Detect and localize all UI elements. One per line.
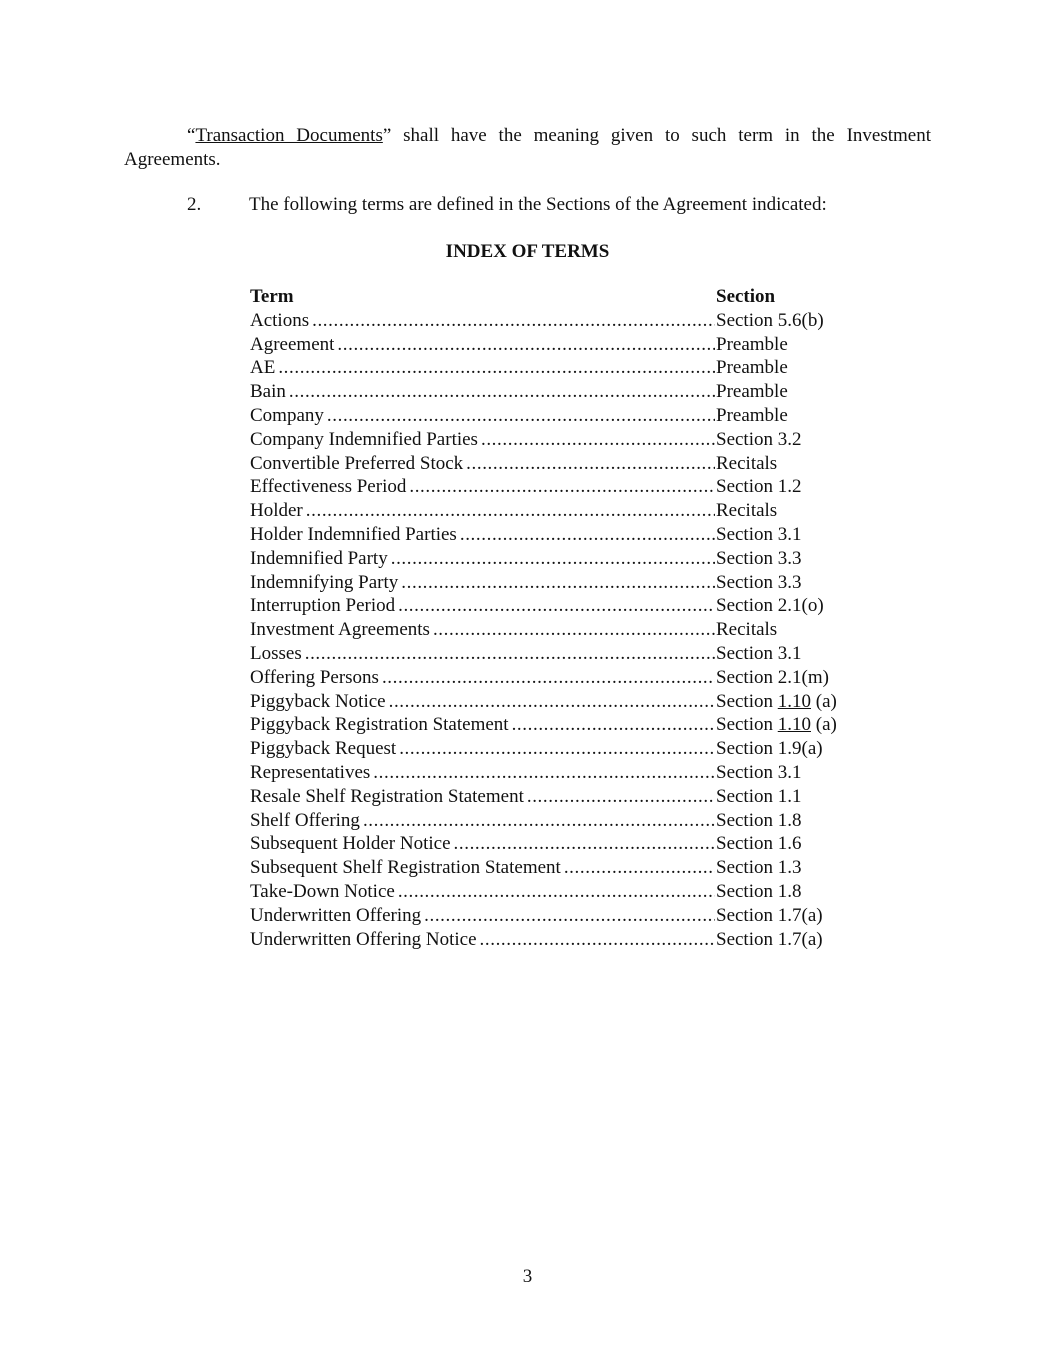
index-row xyxy=(250,785,870,809)
dot-leader xyxy=(305,642,715,666)
index-row xyxy=(250,737,870,761)
term-cell xyxy=(250,761,715,785)
dot-leader xyxy=(398,594,715,618)
section-cell: Section 1.6 xyxy=(716,833,802,855)
term-cell xyxy=(250,333,715,357)
dot-leader xyxy=(454,832,715,856)
dot-leader xyxy=(433,618,715,642)
term-text: Underwritten Offering xyxy=(250,904,424,928)
dot-leader xyxy=(337,333,715,357)
term-text: Effectiveness Period xyxy=(250,475,409,499)
section-cell: Section 1.8 xyxy=(716,809,802,831)
term-cell xyxy=(250,690,715,714)
term-text: Interruption Period xyxy=(250,594,398,618)
index-row xyxy=(250,690,870,714)
section-cell: Section 1.9(a) xyxy=(716,738,823,760)
section-cell: Section 5.6(b) xyxy=(716,309,824,331)
section-cell: Section 3.1 xyxy=(716,642,802,664)
term-text: Piggyback Registration Statement xyxy=(250,713,512,737)
section-cell: Section 3.1 xyxy=(716,523,802,545)
term-cell xyxy=(250,737,715,761)
dot-leader xyxy=(389,690,715,714)
term-cell xyxy=(250,809,715,833)
section-cell: Section 1.3 xyxy=(716,857,802,879)
section-cell: Preamble xyxy=(716,333,788,355)
section-prefix: Section xyxy=(716,714,778,736)
term-text: Piggyback Request xyxy=(250,737,399,761)
term-text: Company xyxy=(250,404,327,428)
index-row xyxy=(250,547,870,571)
term-cell xyxy=(250,452,715,476)
term-text: Holder xyxy=(250,499,306,523)
section-cell: Recitals xyxy=(716,500,778,522)
section-cell: Section 1.2 xyxy=(716,476,802,498)
index-title: INDEX OF TERMS xyxy=(445,241,610,262)
term-cell xyxy=(250,642,715,666)
term-cell xyxy=(250,380,715,404)
paragraph-text: The following terms are defined in the Sections of the Agreement indicated: xyxy=(249,194,827,215)
section-cell: Preamble xyxy=(716,404,788,426)
index-row xyxy=(250,404,870,428)
index-row xyxy=(250,832,870,856)
term-cell xyxy=(250,404,715,428)
dot-leader xyxy=(278,356,715,380)
term-cell xyxy=(250,523,715,547)
section-cell: Section 2.1(m) xyxy=(716,666,829,688)
section-cell: Section 1.8 xyxy=(716,880,802,902)
term-cell xyxy=(250,666,715,690)
term-cell xyxy=(250,356,715,380)
term-cell xyxy=(250,832,715,856)
section-cell: Section 2.1(o) xyxy=(716,595,824,617)
section-cell: Preamble xyxy=(716,381,788,403)
index-of-terms-table xyxy=(250,285,870,951)
term-text: Piggyback Notice xyxy=(250,690,389,714)
section-cell: Section 1.1 xyxy=(716,785,802,807)
term-cell xyxy=(250,547,715,571)
index-row xyxy=(250,523,870,547)
term-cell xyxy=(250,880,715,904)
index-row xyxy=(250,904,870,928)
section-cell: Recitals xyxy=(716,619,778,641)
page-number: 3 xyxy=(522,1266,533,1287)
term-cell xyxy=(250,499,715,523)
section-cell: Section 3.2 xyxy=(716,428,802,450)
transaction-documents-definition xyxy=(124,124,931,172)
index-row xyxy=(250,928,870,952)
term-cell xyxy=(250,785,715,809)
term-cell xyxy=(250,428,715,452)
term-text: Agreement xyxy=(250,333,337,357)
index-row xyxy=(250,333,870,357)
term-cell xyxy=(250,475,715,499)
dot-leader xyxy=(527,785,715,809)
index-row xyxy=(250,499,870,523)
term-text: Resale Shelf Registration Statement xyxy=(250,785,527,809)
section-column-header: Section xyxy=(716,286,776,307)
term-cell xyxy=(250,928,715,952)
index-row xyxy=(250,475,870,499)
section-cell: Preamble xyxy=(716,357,788,379)
section-cell xyxy=(715,713,837,737)
dot-leader xyxy=(382,666,715,690)
term-column-header: Term xyxy=(250,286,294,307)
section-cell: Section 3.3 xyxy=(716,571,802,593)
term-text: Indemnified Party xyxy=(250,547,391,571)
index-header-row xyxy=(250,285,870,309)
index-row xyxy=(250,380,870,404)
dot-leader xyxy=(401,571,715,595)
index-row xyxy=(250,309,870,333)
term-text: Take-Down Notice xyxy=(250,880,398,904)
index-row xyxy=(250,356,870,380)
dot-leader xyxy=(480,928,715,952)
section-cell: Section 1.7(a) xyxy=(716,928,823,950)
index-row xyxy=(250,856,870,880)
section-cell xyxy=(715,690,837,714)
term-cell xyxy=(250,904,715,928)
index-row xyxy=(250,642,870,666)
dot-leader xyxy=(409,475,715,499)
dot-leader xyxy=(424,904,715,928)
term-cell xyxy=(250,571,715,595)
dot-leader xyxy=(306,499,715,523)
paragraph-number: 2. xyxy=(187,194,202,215)
term-text: Investment Agreements xyxy=(250,618,433,642)
term-cell xyxy=(250,309,715,333)
term-text: Subsequent Shelf Registration Statement xyxy=(250,856,564,880)
section-cell: Recitals xyxy=(716,452,778,474)
dot-leader xyxy=(398,880,715,904)
dot-leader xyxy=(564,856,715,880)
index-row xyxy=(250,452,870,476)
index-row xyxy=(250,618,870,642)
term-text: Shelf Offering xyxy=(250,809,363,833)
open-quote: “ xyxy=(187,125,196,146)
section-number-underlined: 1.10 xyxy=(777,714,811,736)
index-row xyxy=(250,713,870,737)
term-text: Actions xyxy=(250,309,312,333)
dot-leader xyxy=(327,404,715,428)
index-rows xyxy=(250,309,870,952)
index-row xyxy=(250,666,870,690)
term-text: Convertible Preferred Stock xyxy=(250,452,466,476)
dot-leader xyxy=(312,309,715,333)
section-cell: Section 3.3 xyxy=(716,547,802,569)
index-row xyxy=(250,761,870,785)
dot-leader xyxy=(466,452,715,476)
term-cell xyxy=(250,618,715,642)
term-text: AE xyxy=(250,356,278,380)
index-row xyxy=(250,428,870,452)
dot-leader xyxy=(289,380,715,404)
index-row xyxy=(250,880,870,904)
term-text: Underwritten Offering Notice xyxy=(250,928,480,952)
term-cell xyxy=(250,594,715,618)
index-row xyxy=(250,571,870,595)
dot-leader xyxy=(363,809,715,833)
term-text: Subsequent Holder Notice xyxy=(250,832,454,856)
term-text: Representatives xyxy=(250,761,373,785)
dot-leader xyxy=(512,713,715,737)
dot-leader xyxy=(481,428,715,452)
index-row xyxy=(250,594,870,618)
section-suffix: (a) xyxy=(811,714,837,736)
section-suffix: (a) xyxy=(811,690,837,712)
dot-leader xyxy=(391,547,715,571)
term-text: Losses xyxy=(250,642,305,666)
section-cell: Section 3.1 xyxy=(716,761,802,783)
term-text: Offering Persons xyxy=(250,666,382,690)
term-cell xyxy=(250,713,715,737)
dot-leader xyxy=(399,737,715,761)
section-number-underlined: 1.10 xyxy=(777,690,811,712)
index-row xyxy=(250,809,870,833)
term-text: Bain xyxy=(250,380,289,404)
dot-leader xyxy=(373,761,715,785)
section-cell: Section 1.7(a) xyxy=(716,904,823,926)
definition-text: ” shall have the meaning given to such term in the Investment Agreements. xyxy=(124,125,931,170)
term-text: Holder Indemnified Parties xyxy=(250,523,460,547)
term-text: Indemnifying Party xyxy=(250,571,401,595)
dot-leader xyxy=(460,523,715,547)
defined-term: Transaction Documents xyxy=(195,125,383,146)
term-text: Company Indemnified Parties xyxy=(250,428,481,452)
term-cell xyxy=(250,856,715,880)
section-prefix: Section xyxy=(716,690,778,712)
